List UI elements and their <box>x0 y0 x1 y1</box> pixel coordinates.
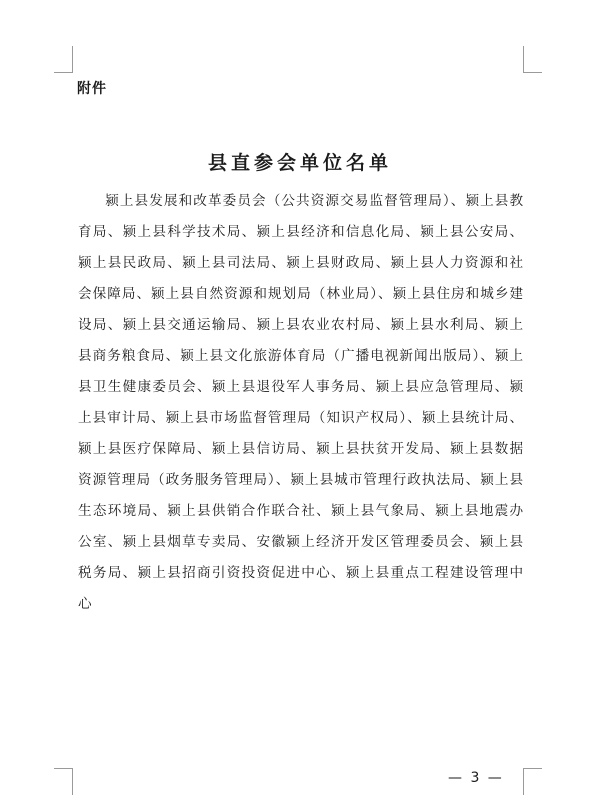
annex-label: 附件 <box>77 81 107 97</box>
document-title: 县直参会单位名单 <box>207 152 392 174</box>
crop-mark-bottom-left <box>54 768 73 795</box>
unit-list-paragraph: 颍上县发展和改革委员会（公共资源交易监督管理局）、颍上县教育局、颍上县科学技术局、颍上县经济和信息化局、颍上县公安局、颍上县民政局、颍上县司法局、颍上县财政局、颍上县人力资源和社会保障局、颍上县自然资源和规划局（林业局）、颍上县住房和城乡建设局、颍上县交通运输局、颍上县农业农村局、颍上县水利局、颍上县商务粮食局、颍上县文化旅游体育局（广播电视新闻出版局）、颍上县卫生健康委员会、颍上县退役军人事务局、颍上县应急管理局、颍上县审计局、颍上县市场监督管理局（知识产权局）、颍上县统计局、颍上县医疗保障局、颍上县信访局、颍上县扶贫开发局、颍上县数据资源管理局（政务服务管理局）、颍上县城市管理行政执法局、颍上县生态环境局、颍上县供销合作联合社、颍上县气象局、颍上县地震办公室、颍上县烟草专卖局、安徽颍上经济开发区管理委员会、颍上县税务局、颍上县招商引资投资促进中心、颍上县重点工程建设管理中心 <box>78 193 524 612</box>
crop-mark-bottom-right <box>523 768 542 795</box>
crop-mark-top-right <box>523 46 542 73</box>
page-number: — 3 — <box>448 770 504 786</box>
crop-mark-top-left <box>54 46 73 73</box>
